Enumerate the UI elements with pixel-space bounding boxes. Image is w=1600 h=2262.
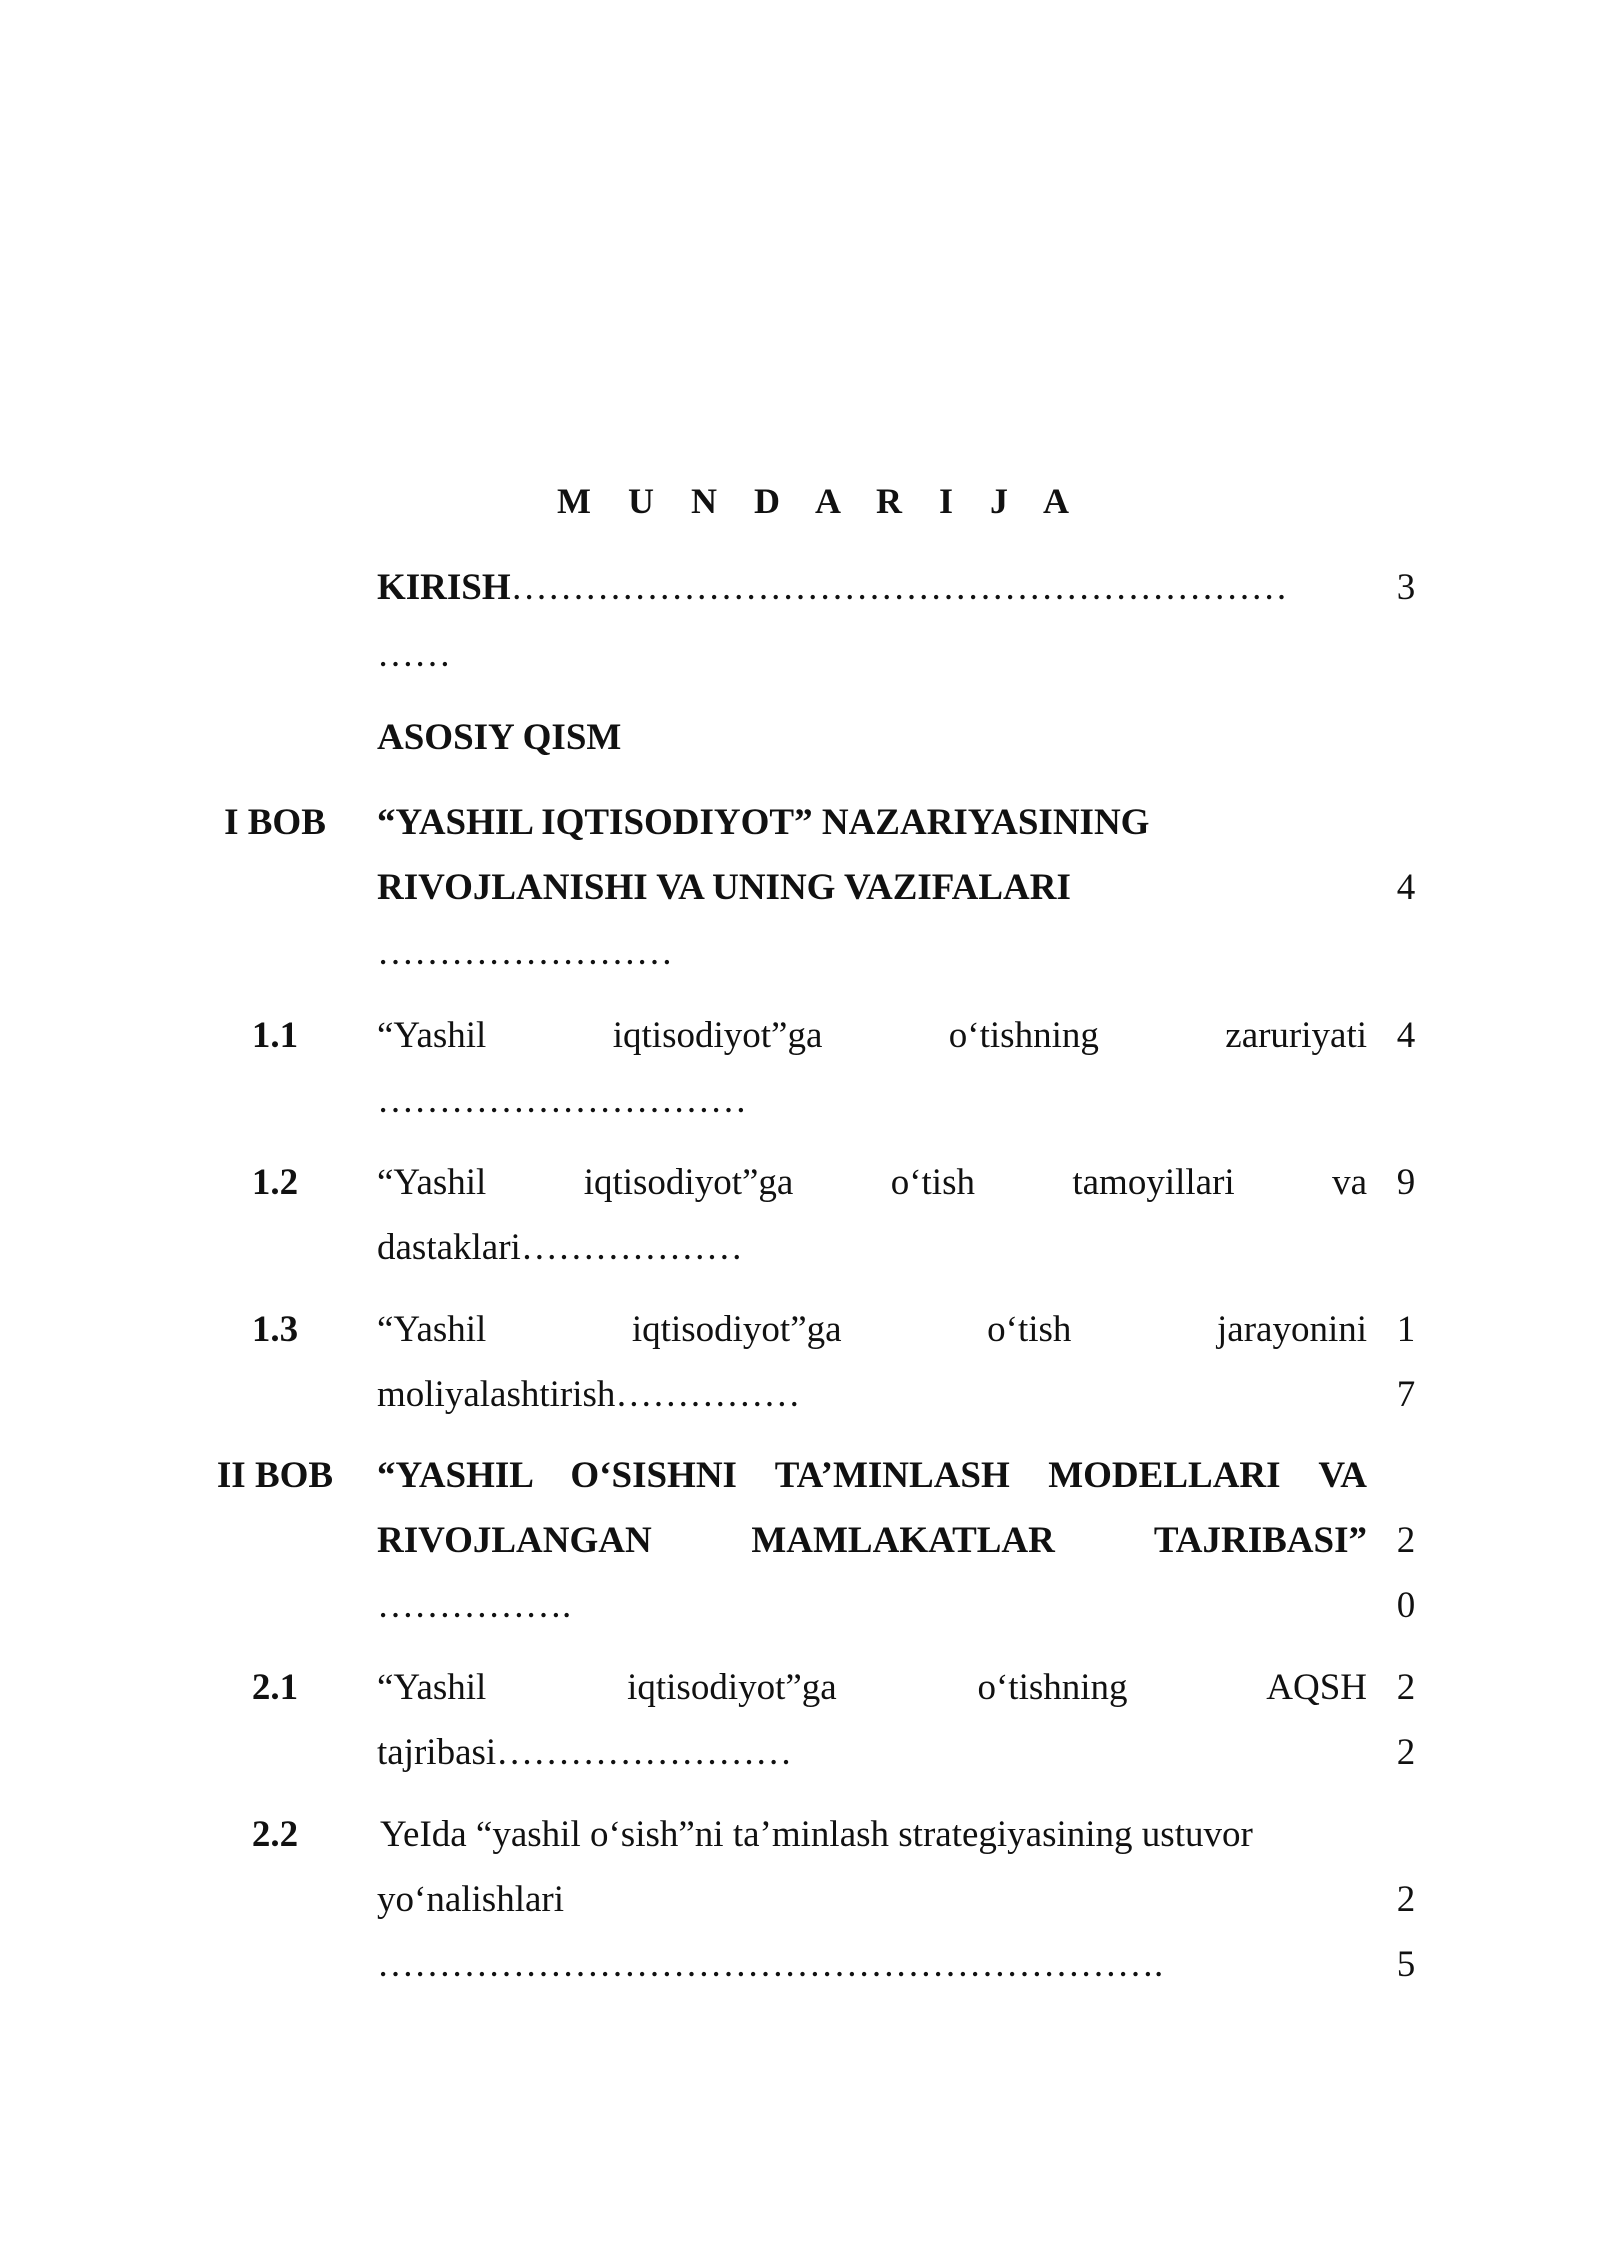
- chapter-2-dots: …………….: [377, 1585, 572, 1626]
- section-1-2-title: “Yashil iqtisodiyot”ga o‘tish tamoyillari va: [377, 1162, 1367, 1203]
- section-label-1-2: 1.2: [251, 1162, 299, 1203]
- section-2-1-title-line2: tajribasi……………………: [377, 1732, 793, 1773]
- section-2-2-page-digit1: 2: [1396, 1879, 1416, 1920]
- section-2-2-title-line2: yo‘nalishlari: [377, 1879, 565, 1920]
- section-1-1-page: 4: [1396, 1015, 1416, 1056]
- section-heading-asosiy-qism: ASOSIY QISM: [377, 717, 622, 758]
- section-label-1-3: 1.3: [251, 1309, 299, 1350]
- kirish-dots: ………………………………………………………: [510, 567, 1288, 608]
- section-label-2-2: 2.2: [251, 1814, 299, 1855]
- chapter-label-2: II BOB: [216, 1455, 334, 1496]
- chapter-2-title-line1: “YASHIL O‘SISHNI TA’MINLASH MODELLARI VA: [377, 1455, 1367, 1496]
- section-2-2-page-digit2: 5: [1396, 1944, 1416, 1985]
- section-1-1-dots: …………………………: [377, 1080, 747, 1121]
- chapter-1-page: 4: [1396, 867, 1416, 908]
- section-label-1-1: 1.1: [251, 1015, 299, 1056]
- kirish-page: 3: [1396, 567, 1416, 608]
- section-1-3-page-digit2: 7: [1396, 1374, 1416, 1415]
- section-1-2-page: 9: [1396, 1162, 1416, 1203]
- toc-entry-kirish: [377, 555, 1367, 620]
- section-1-3-title-line2: moliyalashtirish……………: [377, 1374, 801, 1415]
- section-1-1-title: “Yashil iqtisodiyot”ga o‘tishning zaruriyati: [377, 1015, 1368, 1056]
- section-1-3-page-digit1: 1: [1396, 1309, 1416, 1350]
- section-label-2-1: 2.1: [251, 1667, 299, 1708]
- section-2-2-title-line1: YeIda “yashil o‘sish”ni ta’minlash strategiyasining ustuvor: [380, 1814, 1253, 1855]
- chapter-1-title-line2: RIVOJLANISHI VA UNING VAZIFALARI: [377, 867, 1071, 908]
- chapter-1-title-line1: “YASHIL IQTISODIYOT” NAZARIYASINING: [377, 802, 1150, 843]
- chapter-label-1: I BOB: [224, 802, 326, 843]
- chapter-2-title-line2: RIVOJLANGAN MAMLAKATLAR TAJRIBASI”: [377, 1520, 1367, 1561]
- section-1-3-title: “Yashil iqtisodiyot”ga o‘tish jarayonini: [377, 1309, 1368, 1350]
- chapter-2-page-digit1: 2: [1396, 1520, 1416, 1561]
- page-title: M U N D A R I J A: [556, 481, 1084, 521]
- chapter-1-dots: ……………………: [377, 932, 673, 973]
- kirish-label: KIRISH: [377, 567, 511, 608]
- section-1-2-title-line2: dastaklari………………: [377, 1227, 743, 1268]
- section-2-2-dots: ……………………………………………………….: [377, 1944, 1164, 1985]
- chapter-2-page-digit2: 0: [1396, 1585, 1416, 1626]
- kirish-dots-continued: ……: [377, 634, 451, 675]
- section-2-1-page-digit1: 2: [1396, 1667, 1416, 1708]
- section-2-1-page-digit2: 2: [1396, 1732, 1416, 1773]
- section-2-1-title: “Yashil iqtisodiyot”ga o‘tishning AQSH: [377, 1667, 1368, 1708]
